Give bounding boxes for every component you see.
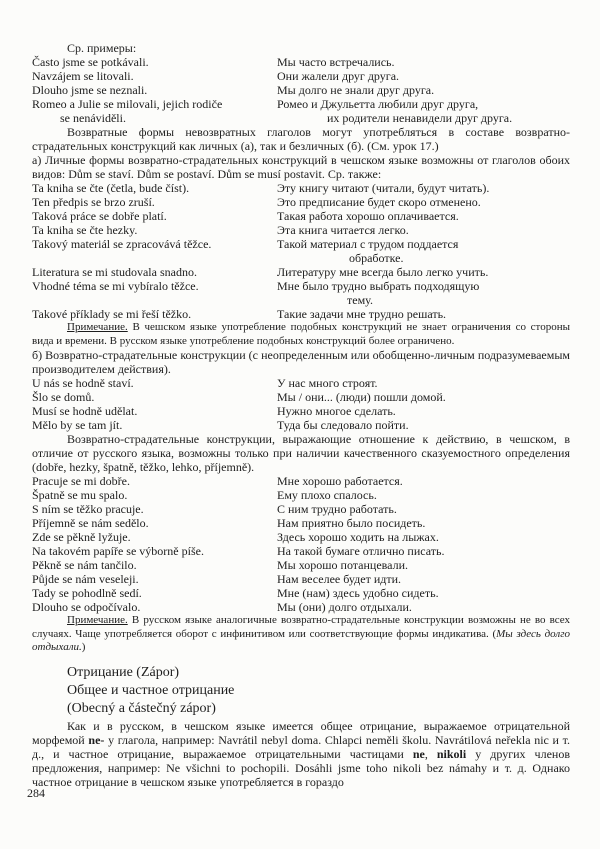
czech-example: Příjemně se nám sedělo. — [32, 516, 149, 530]
czech-example: Ta kniha se čte (četla, bude číst). — [32, 181, 190, 195]
note-russian-equivalents — [32, 614, 570, 655]
example-pair — [32, 181, 570, 195]
russian-translation: Нам приятно было посидеть. — [277, 516, 426, 530]
example-pair — [32, 572, 570, 586]
paragraph-reflexive-forms: Возвратные формы невозвратных глаголов могут употребляться в составе возвратно-страдательных конструкций как личных (а), так и безличных (б). (См. урок 17.) — [32, 125, 570, 153]
example-pair — [32, 516, 570, 530]
czech-example: Taková práce se dobře platí. — [32, 209, 167, 223]
example-pair — [32, 293, 570, 307]
russian-translation: Ему плохо спалось. — [277, 488, 377, 502]
example-pair — [32, 488, 570, 502]
russian-translation: Нам веселее будет идти. — [277, 572, 402, 586]
czech-example: S ním se těžko pracuje. — [32, 502, 144, 516]
example-pair — [32, 474, 570, 488]
text-segment: В русском языке аналогичные возвратно-страдательные конструкции возможны не во всех случаях. Чаще употребляется оборот с инфинитивом или соответствующие формы индикатива. ( — [32, 614, 570, 640]
russian-translation: На такой бумаге отлично писать. — [277, 544, 445, 558]
russian-translation: Эта книга читается легко. — [277, 223, 409, 237]
russian-translation: Мы хорошо потанцевали. — [277, 558, 409, 572]
example-pair — [32, 83, 570, 97]
russian-translation: Ромео и Джульетта любили друг друга, — [277, 97, 479, 111]
russian-translation: Мы долго не знали друг друга. — [277, 83, 435, 97]
example-list-impersonal — [32, 376, 570, 432]
czech-example: Často jsme se potkávali. — [32, 55, 149, 69]
czech-example: Musí se hodně udělat. — [32, 404, 138, 418]
section-heading — [67, 664, 570, 718]
intro-label: Ср. примеры: — [67, 41, 137, 55]
czech-example: Šlo se domů. — [32, 390, 95, 404]
text-segment: , — [424, 746, 437, 761]
czech-example: Ten předpis se brzo zruší. — [32, 195, 155, 209]
czech-example: Půjde se nám veseleji. — [32, 572, 139, 586]
russian-translation: Мне хорошо работается. — [277, 474, 403, 488]
example-pair — [32, 502, 570, 516]
example-pair — [32, 390, 570, 404]
example-pair — [32, 97, 570, 111]
czech-example: se nenáviděli. — [60, 111, 126, 125]
example-pair — [32, 195, 570, 209]
example-pair — [32, 600, 570, 614]
russian-translation: Это предписание будет скоро отменено. — [277, 195, 481, 209]
note-usage-restrictions — [32, 321, 570, 348]
czech-example: Pěkně se nám tančilo. — [32, 558, 137, 572]
example-pair — [32, 404, 570, 418]
text-segment: ) — [81, 641, 86, 653]
page-number: 284 — [27, 786, 45, 800]
russian-translation: Мне (нам) здесь удобно сидеть. — [277, 586, 439, 600]
russian-translation: Нужно многое сделать. — [277, 404, 396, 418]
paragraph-item-a: а) Личные формы возвратно-страдательных конструкций в чешском языке возможны от глаголов обоих видов: Dům se staví. Dům se postaví. Dům se musí postavit. Ср. также: — [32, 153, 570, 181]
text-segment: nikoli — [436, 746, 467, 761]
text-segment: Примечание. — [67, 614, 128, 626]
example-pair — [32, 69, 570, 83]
czech-example: Na takovém papíře se výborně píše. — [32, 544, 204, 558]
czech-example: Vhodné téma se mi vybíralo těžce. — [32, 279, 199, 293]
example-pair — [32, 544, 570, 558]
czech-example: Pracuje se mi dobře. — [32, 474, 130, 488]
example-pair — [32, 55, 570, 69]
russian-translation: Они жалели друг друга. — [277, 69, 400, 83]
czech-example — [32, 293, 277, 307]
czech-example: Dlouho jsme se neznali. — [32, 83, 148, 97]
text-segment: Как и в русском, в чешском языке имеется общее отрицание, выражаемое отрицательной морфемой — [32, 718, 570, 747]
heading-general-partial: Общее и частное отрицание — [67, 682, 235, 698]
paragraph-attitude-constructions: Возвратно-страдательные конструкции, выражающие отношение к действию, в чешском, в отличие от русского языка, возможны только при наличии качественного сказуемостного определения (dobře, hezky, špatně, těžko, lehko, příjemně). — [32, 432, 570, 474]
example-pair — [32, 586, 570, 600]
example-pair — [32, 558, 570, 572]
example-pair — [32, 279, 570, 293]
text-segment: Мы здесь долго отдыхали. — [32, 627, 570, 653]
russian-translation: Мы часто встречались. — [277, 55, 395, 69]
czech-example: Mělo by se tam jít. — [32, 418, 123, 432]
heading-negation: Отрицание (Zápor) — [67, 664, 180, 680]
czech-example — [32, 251, 277, 265]
czech-example: U nás se hodně staví. — [32, 376, 134, 390]
russian-translation: тему. — [347, 293, 373, 307]
czech-example: Špatně se mu spalo. — [32, 488, 128, 502]
text-segment: у других членов предложения, например: Ne všichni to pochopili. Dosáhli jsme toho nikoli bez námahy и т. д. Однако частное отрицание в чешском языке употребляется в гораздо — [32, 746, 570, 789]
russian-translation: Мы (они) долго отдыхали. — [277, 600, 412, 614]
russian-translation: Мне было трудно выбрать подходящую — [277, 279, 480, 293]
russian-translation: их родители ненавидели друг друга. — [327, 111, 513, 125]
example-list-reciprocal — [32, 55, 570, 125]
russian-translation: Туда бы следовало пойти. — [277, 418, 409, 432]
czech-example: Ta kniha se čte hezky. — [32, 223, 138, 237]
russian-translation: обработке. — [349, 251, 404, 265]
russian-translation: Эту книгу читают (читали, будут читать). — [277, 181, 490, 195]
text-segment: Примечание. — [67, 321, 128, 333]
example-list-personal — [32, 181, 570, 321]
text-segment: ne- — [88, 732, 105, 747]
russian-translation: С ним трудно работать. — [277, 502, 397, 516]
czech-example: Navzájem se litovali. — [32, 69, 134, 83]
czech-example: Romeo a Julie se milovali, jejich rodiče — [32, 97, 223, 111]
paragraph-item-b: б) Возвратно-страдательные конструкции (с неопределенным или обобщенно-личным подразумеваемым производителем действия). — [32, 348, 570, 376]
example-pair — [32, 418, 570, 432]
russian-translation: Мы / они... (люди) пошли домой. — [277, 390, 446, 404]
text-segment: В чешском языке употребление подобных конструкций не знает ограничения со стороны вида и времени. В русском языке употребление подобных конструкций более ограничено. — [32, 321, 570, 347]
russian-translation: Здесь хорошо ходить на лыжах. — [277, 530, 439, 544]
text-segment: у глагола, например: Navrátil nebyl doma. Chlapci neměli školu. Navrátilová neřekla nic и т. д., и частное отрицание, выражаемое отрицательными частицами — [32, 732, 570, 761]
czech-example: Takové příklady se mi řeší těžko. — [32, 307, 192, 321]
example-pair — [32, 111, 570, 125]
czech-example: Zde se pěkně lyžuje. — [32, 530, 131, 544]
text-segment: ne — [412, 746, 425, 761]
russian-translation: У нас много строят. — [277, 376, 378, 390]
heading-czech-subtitle: (Obecný a částečný zápor) — [67, 700, 216, 716]
page-content — [32, 41, 570, 789]
example-pair — [32, 251, 570, 265]
russian-translation: Литературу мне всегда было легко учить. — [277, 265, 489, 279]
czech-example: Dlouho se odpočívalo. — [32, 600, 141, 614]
example-list-attitude — [32, 474, 570, 614]
russian-translation: Такие задачи мне трудно решать. — [277, 307, 447, 321]
czech-example: Takový materiál se zpracovává těžce. — [32, 237, 212, 251]
example-pair — [32, 530, 570, 544]
example-pair — [32, 237, 570, 251]
example-pair — [32, 209, 570, 223]
russian-translation: Такая работа хорошо оплачивается. — [277, 209, 459, 223]
paragraph-negation-intro — [32, 719, 570, 789]
russian-translation: Такой материал с трудом поддается — [277, 237, 459, 251]
czech-example: Tady se pohodlně sedí. — [32, 586, 142, 600]
czech-example: Literatura se mi studovala snadno. — [32, 265, 197, 279]
example-pair — [32, 223, 570, 237]
example-pair — [32, 376, 570, 390]
example-pair — [32, 265, 570, 279]
example-pair — [32, 307, 570, 321]
